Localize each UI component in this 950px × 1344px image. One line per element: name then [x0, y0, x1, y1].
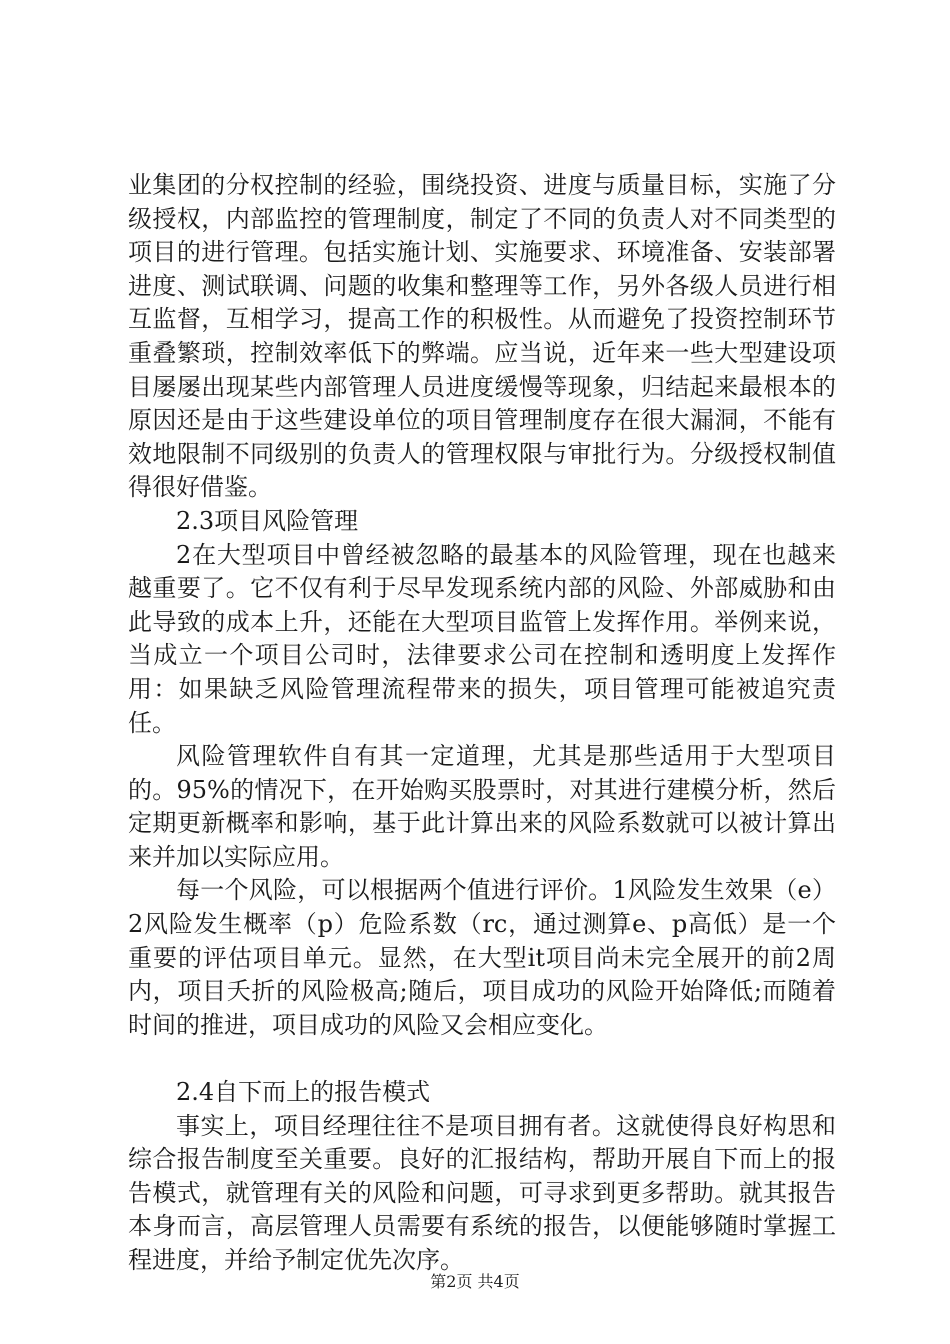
- paragraph-risk-software: 风险管理软件自有其一定道理，尤其是那些适用于大型项目的。95%的情况下，在开始购买股票时，对其进行建模分析，然后定期更新概率和影响，基于此计算出来的风险系数就可以被计算出来并加以实际应用。: [128, 742, 836, 871]
- section-heading-2-4: 2.4自下而上的报告模式: [176, 1078, 431, 1107]
- section-heading-2-3: 2.3项目风险管理: [176, 506, 359, 535]
- paragraph-gap: [128, 1042, 836, 1076]
- paragraph-reporting: 事实上，项目经理往往不是项目拥有者。这就使得良好构思和综合报告制度至关重要。良好的汇报结构，帮助开展自下而上的报告模式，就管理有关的风险和问题，可寻求到更多帮助。就其报告本身而言，高层管理人员需要有系统的报告，以便能够随时掌握工程进度，并给予制定优先次序。: [128, 1111, 836, 1274]
- page-number-footer: 第2页 共4页: [430, 1272, 520, 1291]
- paragraph-continuation: 业集团的分权控制的经验，围绕投资、进度与质量目标，实施了分级授权，内部监控的管理制度，制定了不同的负责人对不同类型的项目的进行管理。包括实施计划、实施要求、环境准备、安装部署进度、测试联调、问题的收集和整理等工作，另外各级人员进行相互监督，互相学习，提高工作的积极性。从而避免了投资控制环节重叠繁琐，控制效率低下的弊端。应当说，近年来一些大型建设项目屡屡出现某些内部管理人员进度缓慢等现象，归结起来最根本的原因还是由于这些建设单位的项目管理制度存在很大漏洞，不能有效地限制不同级别的负责人的管理权限与审批行为。分级授权制值得很好借鉴。: [128, 171, 836, 502]
- paragraph-risk-evaluation: 每一个风险，可以根据两个值进行评价。1风险发生效果（e）2风险发生概率（p）危险系数（rc，通过测算e、p高低）是一个重要的评估项目单元。显然，在大型it项目尚未完全展开的前2周内，项目夭折的风险极高;随后，项目成功的风险开始降低;而随着时间的推进，项目成功的风险又会相应变化。: [128, 876, 836, 1039]
- paragraph-risk-intro: 2在大型项目中曾经被忽略的最基本的风险管理，现在也越来越重要了。它不仅有利于尽早发现系统内部的风险、外部威胁和由此导致的成本上升，还能在大型项目监管上发挥作用。举例来说，当成立一个项目公司时，法律要求公司在控制和透明度上发挥作用：如果缺乏风险管理流程带来的损失，项目管理可能被追究责任。: [128, 540, 836, 737]
- document-body: [128, 169, 836, 1278]
